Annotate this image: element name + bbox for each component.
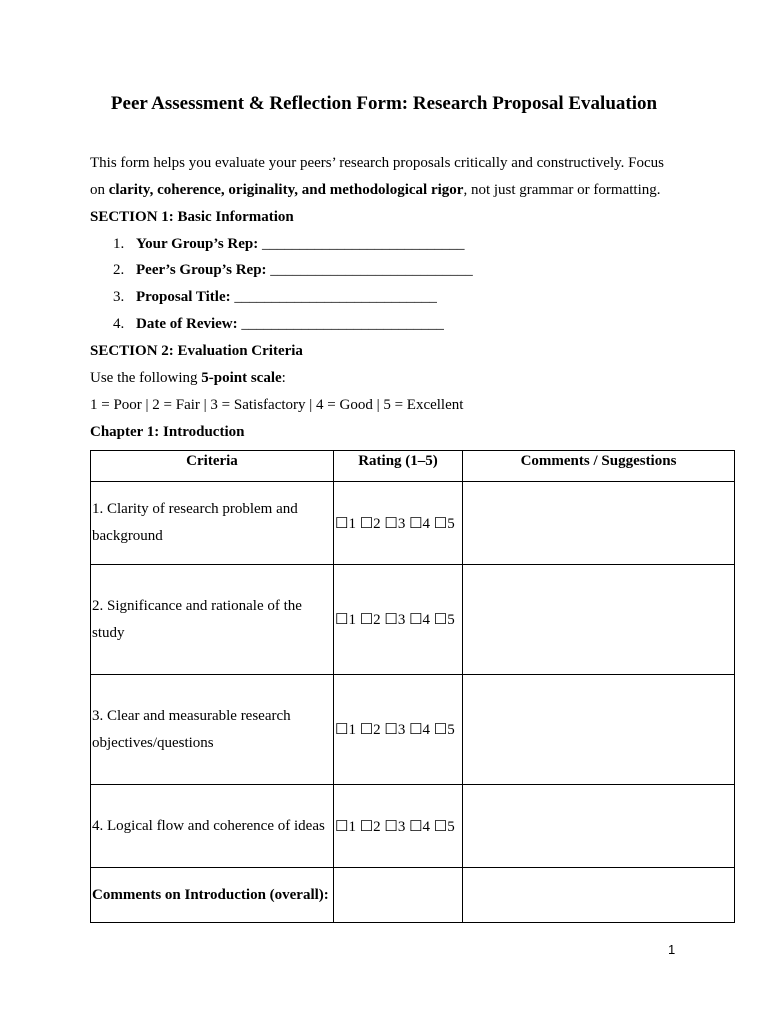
section1-heading: SECTION 1: Basic Information xyxy=(90,209,294,225)
table-header-row xyxy=(91,451,735,482)
item-number: 4. xyxy=(113,316,125,332)
rating-checkboxes[interactable]: ☐1 ☐2 ☐3 ☐4 ☐5 xyxy=(334,565,463,675)
rating-checkboxes[interactable]: ☐1 ☐2 ☐3 ☐4 ☐5 xyxy=(334,482,463,565)
chapter-heading: Chapter 1: Introduction xyxy=(90,424,245,440)
scale-instruction: Use the following 5-point scale: xyxy=(90,370,286,386)
comments-cell[interactable] xyxy=(463,785,735,868)
overall-comments-label: Comments on Introduction (overall): xyxy=(91,868,334,923)
comments-cell[interactable] xyxy=(463,482,735,565)
rating-checkboxes[interactable]: ☐1 ☐2 ☐3 ☐4 ☐5 xyxy=(334,785,463,868)
criteria-cell: 2. Significance and rationale of the study xyxy=(91,565,334,675)
header-comments: Comments / Suggestions xyxy=(463,451,735,482)
header-criteria: Criteria xyxy=(91,451,334,482)
field-peer-group-rep[interactable]: Peer’s Group’s Rep: ___________________________ xyxy=(136,262,473,278)
criteria-cell: 3. Clear and measurable research objectives/questions xyxy=(91,675,334,785)
intro-line-1: This form helps you evaluate your peers’ research proposals critically and constructively. Focus xyxy=(90,155,664,171)
overall-rating-cell[interactable] xyxy=(334,868,463,923)
table-footer-row xyxy=(91,868,735,923)
item-number: 2. xyxy=(113,262,125,278)
criteria-cell: 4. Logical flow and coherence of ideas xyxy=(91,785,334,868)
evaluation-table xyxy=(90,450,735,923)
comments-cell[interactable] xyxy=(463,565,735,675)
field-your-group-rep[interactable]: Your Group’s Rep: ___________________________ xyxy=(136,236,465,252)
criteria-cell: 1. Clarity of research problem and background xyxy=(91,482,334,565)
rating-checkboxes[interactable]: ☐1 ☐2 ☐3 ☐4 ☐5 xyxy=(334,675,463,785)
page-number: 1 xyxy=(668,942,676,957)
section2-heading: SECTION 2: Evaluation Criteria xyxy=(90,343,303,359)
scale-legend: 1 = Poor | 2 = Fair | 3 = Satisfactory | 4 = Good | 5 = Excellent xyxy=(90,397,464,413)
item-number: 3. xyxy=(113,289,125,305)
overall-comments-cell[interactable] xyxy=(463,868,735,923)
comments-cell[interactable] xyxy=(463,675,735,785)
field-date-of-review[interactable]: Date of Review: ___________________________ xyxy=(136,316,444,332)
item-number: 1. xyxy=(113,236,125,252)
header-rating: Rating (1–5) xyxy=(334,451,463,482)
form-title: Peer Assessment & Reflection Form: Research Proposal Evaluation xyxy=(110,93,658,114)
table-row xyxy=(91,482,735,565)
table-row xyxy=(91,565,735,675)
intro-emphasis: clarity, coherence, originality, and methodological rigor xyxy=(108,182,464,198)
field-proposal-title[interactable]: Proposal Title: ___________________________ xyxy=(136,289,437,305)
table-row xyxy=(91,785,735,868)
table-row xyxy=(91,675,735,785)
intro-line-2: on clarity, coherence, originality, and methodological rigor, not just grammar or formatting. xyxy=(90,182,661,198)
